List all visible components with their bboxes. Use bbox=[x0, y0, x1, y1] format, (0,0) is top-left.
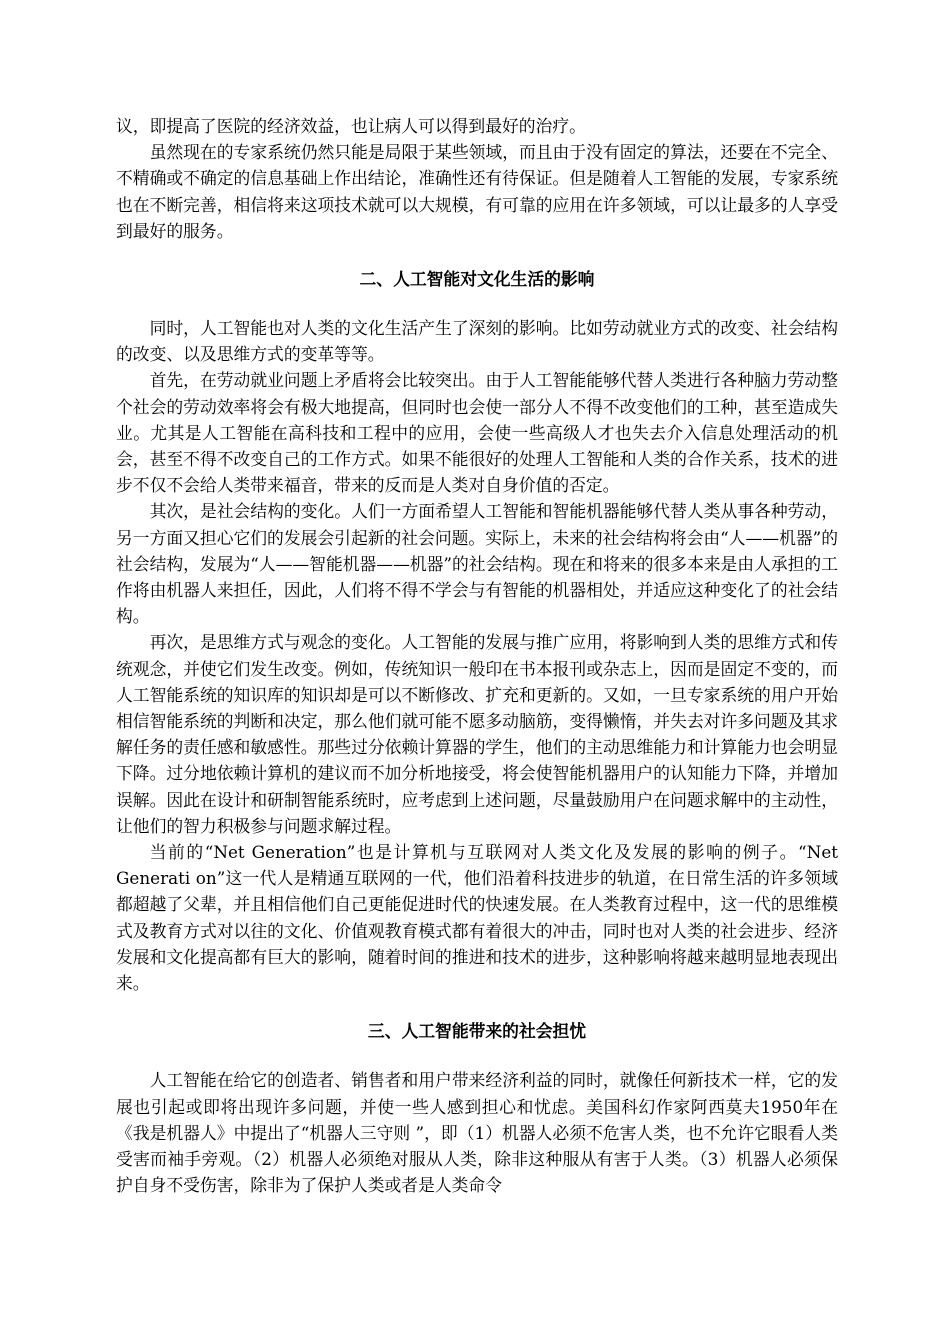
paragraph: 同时，人工智能也对人类的文化生活产生了深刻的影响。比如劳动就业方式的改变、社会结构的改变、以及思维方式的变革等等。 bbox=[116, 318, 838, 365]
paragraph-expert-systems: 虽然现在的专家系统仍然只能是局限于某些领域，而且由于没有固定的算法，还要在不完全、不精确或不确定的信息基础上作出结论，准确性还有待保证。但是随着人工智能的发展，专家系统也在不断完善，相信将来这项技术就可以大规模，有可靠的应用在许多领域，可以让最多的人享受到最好的服务。 bbox=[116, 142, 838, 241]
paragraph: 再次，是思维方式与观念的变化。人工智能的发展与推广应用，将影响到人类的思维方式和传统观念，并使它们发生改变。例如，传统知识一般印在书本报刊或杂志上，因而是固定不变的，而人工智能系统的知识库的知识却是可以不断修改、扩充和更新的。又如，一旦专家系统的用户开始相信智能系统的判断和决定，那么他们就可能不愿多动脑筋，变得懒惰，并失去对许多问题及其求解任务的责任感和敏感性。那些过分依赖计算器的学生，他们的主动思维能力和计算能力也会明显下降。过分地依赖计算机的建议而不加分析地接受，将会使智能机器用户的认知能力下降，并增加误解。因此在设计和研制智能系统时，应考虑到上述问题，尽量鼓励用户在问题求解中的主动性，让他们的智力积极参与问题求解过程。 bbox=[116, 632, 838, 836]
paragraph: 其次，是社会结构的变化。人们一方面希望人工智能和智能机器能够代替人类从事各种劳动，另一方面又担心它们的发展会引起新的社会问题。实际上，未来的社会结构将会由“人——机器”的社会结构，发展为“人——智能机器——机器”的社会结构。现在和将来的很多本来是由人承担的工作将由机器人来担任，因此，人们将不得不学会与有智能的机器相处，并适应这种变化了的社会结构。 bbox=[116, 501, 838, 627]
section-heading-3: 三、人工智能带来的社会担忧 bbox=[367, 1021, 587, 1042]
paragraph-continued: 议，即提高了医院的经济效益，也让病人可以得到最好的治疗。 bbox=[116, 116, 586, 136]
paragraph: 首先，在劳动就业问题上矛盾将会比较突出。由于人工智能能够代替人类进行各种脑力劳动整个社会的劳动效率将会有极大地提高，但同时也会使一部分人不得不改变他们的工种，甚至造成失业。尤其是人工智能在高科技和工程中的应用，会使一些高级人才也失去介入信息处理活动的机会，甚至不得不改变自己的工作方式。如果不能很好的处理人工智能和人类的合作关系，技术的进步不仅不会给人类带来福音，带来的反而是人类对自身价值的否定。 bbox=[116, 370, 838, 496]
paragraph: 人工智能在给它的创造者、销售者和用户带来经济利益的同时，就像任何新技术一样，它的发展也引起或即将出现许多问题，并使一些人感到担心和忧虑。美国科幻作家阿西莫夫1950年在《我是机器人》中提出了“机器人三守则 ”，即（1）机器人必须不危害人类，也不允许它眼看人类受害而袖手旁观。（2）机器人必须绝对服从人类，除非这种服从有害于人类。（3）机器人必须保护自身不受伤害，除非为了保护人类或者是人类命令 bbox=[116, 1070, 838, 1196]
section-heading-2: 二、人工智能对文化生活的影响 bbox=[359, 269, 595, 290]
document-body bbox=[116, 113, 838, 1198]
paragraph: 当前的“Net Generation”也是计算机与互联网对人类文化及发展的影响的例子。“Net Generati on”这一代人是精通互联网的一代，他们沿着科技进步的轨道，在日常生活的许多领域都超越了父辈，并且相信他们自己更能促进时代的快速发展。在人类教育过程中，这一代的思维模式及教育方式对以往的文化、价值观教育模式都有着很大的冲击，同时也对人类的社会进步、经济发展和文化提高都有巨大的影响，随着时间的推进和技术的进步，这种影响将越来越明显地表现出来。 bbox=[116, 842, 838, 994]
